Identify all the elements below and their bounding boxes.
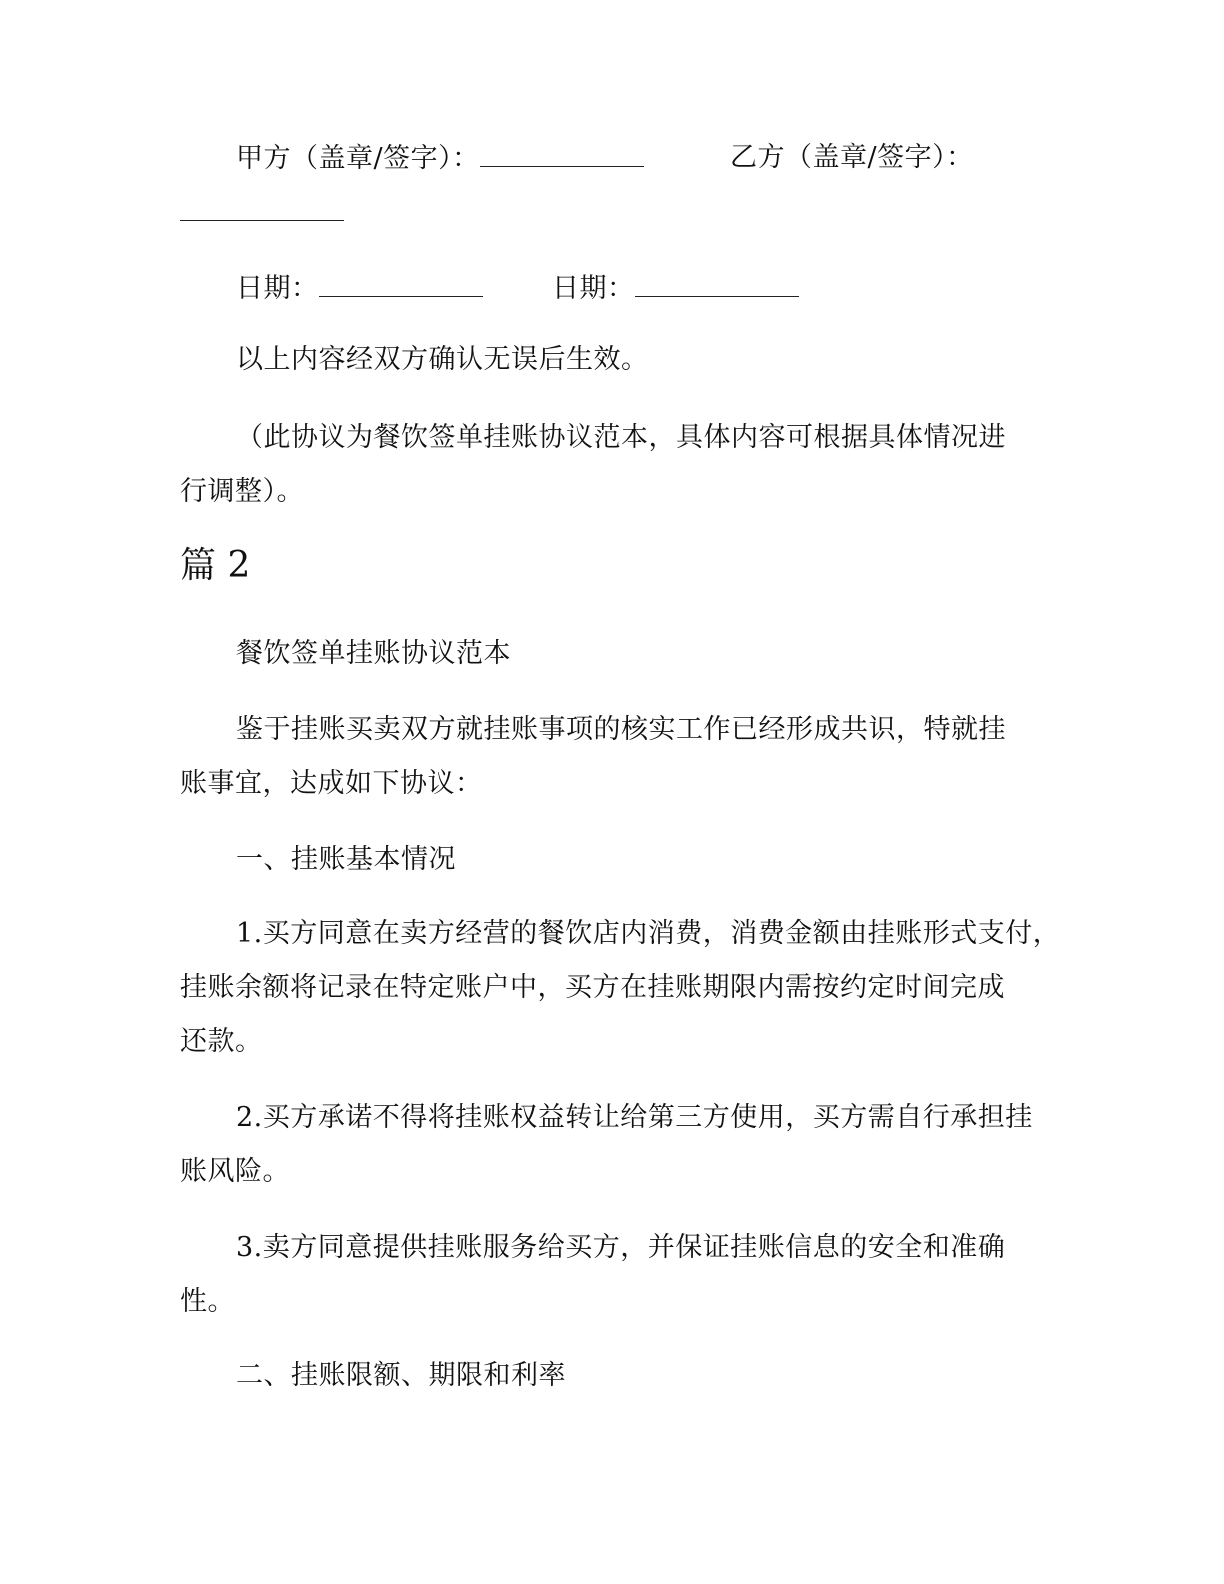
party-b-signature-blank-line: [180, 194, 344, 231]
date-b-blank: [635, 270, 799, 297]
item3-line1: 3.卖方同意提供挂账服务给买方，并保证挂账信息的安全和准确: [236, 1232, 1006, 1263]
item1-line1: 1.买方同意在卖方经营的餐饮店内消费，消费金额由挂账形式支付，: [236, 918, 1061, 949]
party-b-signature-blank: [180, 194, 344, 221]
intro-line2: 账事宜，达成如下协议：: [180, 768, 483, 799]
date-b-label: 日期：: [552, 273, 635, 304]
item1-line2: 挂账余额将记录在特定账户中，买方在挂账期限内需按约定时间完成: [180, 972, 1005, 1003]
section-heading: 篇 2: [180, 545, 251, 586]
item2-line1: 2.买方承诺不得将挂账权益转让给第三方使用，买方需自行承担挂: [236, 1102, 1033, 1133]
item3-line2: 性。: [180, 1286, 235, 1317]
item2-line2: 账风险。: [180, 1156, 290, 1187]
party-a-label: 甲方（盖章/签字）：: [236, 143, 480, 174]
agreement-title: 餐饮签单挂账协议范本: [236, 638, 511, 669]
intro-line1: 鉴于挂账买卖双方就挂账事项的核实工作已经形成共识，特就挂: [236, 714, 1006, 745]
template-note-line1: （此协议为餐饮签单挂账协议范本，具体内容可根据具体情况进: [236, 422, 1006, 453]
date-a-line: [236, 270, 483, 307]
party-a-signature-blank: [480, 140, 644, 167]
part2-heading: 二、挂账限额、期限和利率: [236, 1360, 566, 1391]
date-b-line: [552, 270, 799, 307]
item1-line3: 还款。: [180, 1026, 263, 1057]
effective-statement: 以上内容经双方确认无误后生效。: [236, 344, 649, 375]
template-note-line2: 行调整）。: [180, 476, 304, 507]
party-a-signature-line: [236, 140, 644, 177]
date-a-blank: [319, 270, 483, 297]
date-a-label: 日期：: [236, 273, 319, 304]
party-b-label: 乙方（盖章/签字）：: [730, 142, 974, 173]
party-b-signature-line: [730, 140, 974, 176]
part1-heading: 一、挂账基本情况: [236, 844, 456, 875]
